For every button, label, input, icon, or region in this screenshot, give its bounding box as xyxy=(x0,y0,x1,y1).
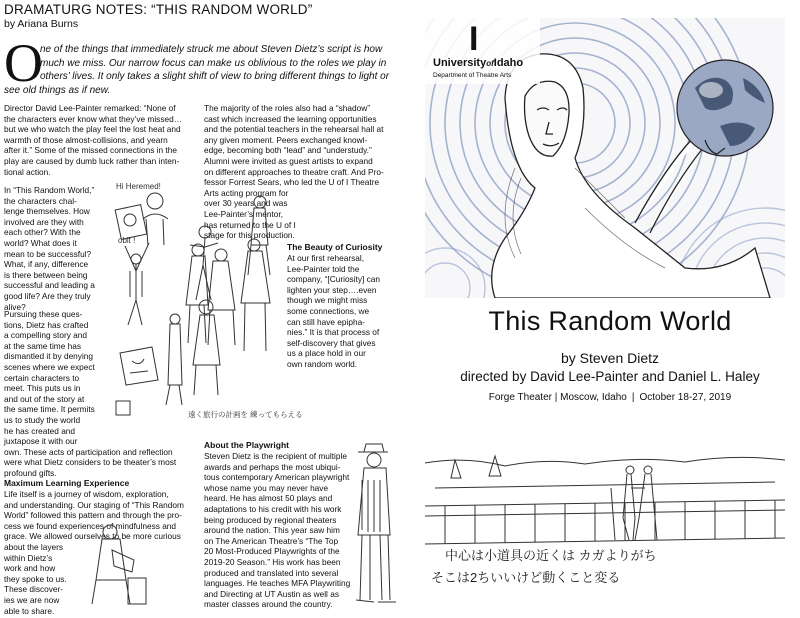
text-line: tous contemporary American playwright xyxy=(204,472,350,483)
text-line: tional action. xyxy=(4,166,51,177)
venue-separator: | xyxy=(631,392,635,403)
text-line: successful and leading a xyxy=(4,280,95,291)
text-line: and out of the story at xyxy=(4,393,85,404)
text-line: alive? xyxy=(4,301,26,312)
play-author: by Steven Dietz xyxy=(560,350,660,366)
col2-paragraph-2 xyxy=(287,253,405,370)
logo-name-right: Idaho xyxy=(493,57,524,69)
text-line: after it.” Some of the missed connections in the xyxy=(4,145,177,156)
text-line: good life? Are they truly xyxy=(4,290,91,301)
text-line: awards and perhaps the most ubiqui- xyxy=(204,461,341,472)
text-line: can still have epipha- xyxy=(287,316,365,327)
text-line: fessor Forrest Sears, who led the U of I Theatre xyxy=(204,177,380,188)
text-line: company, “[Curiosity] can xyxy=(287,274,380,285)
text-line: meet. This puts us in xyxy=(4,383,81,394)
intro-line: much we miss. Our narrow focus can make us oblivious to the roles we play in xyxy=(40,57,387,69)
logo-name-of: of xyxy=(486,59,494,68)
text-line: able to share. xyxy=(4,605,55,616)
text-line: he has created and xyxy=(4,425,76,436)
text-line: on The American Theatre’s “The Top xyxy=(204,535,339,546)
text-line: and the potential teachers in the rehearsal hall at xyxy=(204,124,384,135)
text-line: each other? With the xyxy=(4,227,81,238)
text-line: us to study the world xyxy=(4,414,81,425)
text-line: Alumni were invited as guest artists to expand xyxy=(204,155,373,166)
article-title: DRAMATURG NOTES: “THIS RANDOM WORLD” xyxy=(4,2,313,17)
intro-line: others’ lives. It only takes a slight shift of view to bring different things to light or xyxy=(40,71,390,82)
text-line: any given moment. Peers exchanged knowl- xyxy=(204,134,368,145)
reading-sketch xyxy=(82,520,152,608)
text-line: ies we are now xyxy=(4,594,60,605)
sketch-caption: Hi Heremed! xyxy=(116,182,161,191)
text-line: own. These acts of participation and reflection xyxy=(4,446,173,457)
text-line: the characters chal- xyxy=(4,195,77,206)
section-heading: The Beauty of Curiosity xyxy=(287,242,383,252)
text-line: lighten your step….even xyxy=(287,284,377,295)
text-line: heard. He has almost 50 plays and xyxy=(204,493,333,504)
text-line: has returned to the U of I xyxy=(204,219,296,230)
text-line: Pursuing these ques- xyxy=(4,309,83,319)
text-line: involved are they with xyxy=(4,216,84,227)
col2-paragraph-3 xyxy=(204,451,352,610)
text-line: cess we found experiences of mindfulness and xyxy=(4,520,177,531)
text-line: and Directing at UT Austin as well as xyxy=(204,588,339,599)
text-line: the same time. It permits xyxy=(4,404,95,415)
text-line: world? What does it xyxy=(4,237,77,248)
text-line: cast which increased the learning opportunities xyxy=(204,113,377,124)
logo-name-left: University xyxy=(433,57,487,69)
logo-department: Department of Theatre Arts xyxy=(433,72,512,79)
text-line: Steven Dietz is the recipient of multiple xyxy=(204,451,347,461)
text-line: and understanding. Our staging of “This Random xyxy=(4,499,184,510)
text-line: tions, Dietz has crafted xyxy=(4,319,89,330)
text-line: Director David Lee-Painter remarked: “None of xyxy=(4,103,176,113)
poster-artwork xyxy=(425,18,785,298)
venue-line xyxy=(420,392,800,403)
play-title: This Random World xyxy=(488,306,732,336)
text-line: nies.” It is that process of xyxy=(287,327,380,338)
text-line: whose name you may never have xyxy=(204,482,329,493)
text-line: over 30 years and was xyxy=(204,198,288,209)
text-line: 20 Most-Produced Playwrights of the xyxy=(204,546,340,557)
text-line: scenes where we expect xyxy=(4,361,95,372)
text-line: produced and translated into several xyxy=(204,567,339,578)
text-line: but we who watch the play feel the lost heat and xyxy=(4,124,181,135)
text-line: Arts acting program for xyxy=(204,187,289,198)
text-line: 2019-20 Season.” His work has been xyxy=(204,556,341,567)
logo-wordmark xyxy=(433,57,523,69)
text-line: profound gifts. xyxy=(4,467,57,478)
intro-text xyxy=(40,43,400,84)
text-line: languages. He teaches MFA Playwriting xyxy=(204,578,351,589)
text-line: the characters ever know what they’ve missed… xyxy=(4,113,182,124)
text-line: At our first rehearsal, xyxy=(287,253,365,263)
logo-mark: I xyxy=(469,20,479,58)
sketch-caption: obit ! xyxy=(118,236,136,245)
text-line: edge, becoming both “lead” and “understudy.” xyxy=(204,145,372,156)
text-line: us a place hold in our xyxy=(287,348,366,359)
col1-paragraph-1 xyxy=(4,103,204,177)
play-directors: directed by David Lee-Painter and Daniel L. Haley xyxy=(460,369,760,384)
text-line: juxtapose it with our xyxy=(4,436,78,447)
text-line: Lee-Painter’s mentor, xyxy=(204,208,284,219)
sketch-caption: 遠く旅行の計画を 練ってもらえる xyxy=(188,410,303,419)
text-line: around the nation. This year saw him xyxy=(204,525,340,536)
venue: Forge Theater | Moscow, Idaho xyxy=(488,392,627,403)
text-line: World” followed this pattern and through the pro- xyxy=(4,510,182,521)
run-dates: October 18-27, 2019 xyxy=(639,392,732,403)
text-line: own random world. xyxy=(287,358,358,369)
bridge-sketch xyxy=(425,448,785,608)
text-line: being produced by regional theaters xyxy=(204,514,337,525)
text-line: on different approaches to theatre craft. And Pro- xyxy=(204,166,384,177)
drop-cap: O xyxy=(4,33,43,93)
section-heading: About the Playwright xyxy=(204,440,289,450)
text-line: is there between being xyxy=(4,269,88,280)
text-line: What, if any, difference xyxy=(4,259,89,270)
text-line: These discover- xyxy=(4,584,64,595)
text-line: a compelling story and xyxy=(4,330,88,341)
text-line: work and how xyxy=(4,563,56,574)
article-byline: by Ariana Burns xyxy=(4,18,79,30)
text-line: dismantled it by denying xyxy=(4,351,94,362)
handwritten-caption: そこは2ちいいけど動くこと変る xyxy=(431,570,621,585)
walking-man-sketch xyxy=(348,440,402,615)
text-line: about the layers xyxy=(4,541,64,552)
text-line: some connections, we xyxy=(287,305,370,316)
text-line: within Dietz’s xyxy=(4,552,53,563)
text-line: master classes around the country. xyxy=(204,599,333,610)
text-line: stage for this production. xyxy=(204,230,295,241)
text-line: Lee-Painter told the xyxy=(287,263,360,274)
intro-line: ne of the things that immediately struck me about Steven Dietz’s script is how xyxy=(40,44,383,55)
text-line: mean to be successful? xyxy=(4,248,92,259)
text-line: they spoke to us. xyxy=(4,573,67,584)
text-line: warmth of those almost-collisions, and yearn xyxy=(4,134,168,145)
handwritten-caption: 中心は小道具の近くは カガよりがち xyxy=(445,548,657,563)
text-line: Life itself is a journey of wisdom, exploration, xyxy=(4,489,169,499)
text-line: self-discovery that gives xyxy=(287,337,376,348)
globe xyxy=(677,60,773,156)
text-line: were what Dietz considers to be theater’s most xyxy=(4,457,177,468)
text-line: play are caused by dumb luck rather than inten- xyxy=(4,155,180,166)
intro-text-end: see old things as if new. xyxy=(4,85,111,96)
text-line: though we might miss xyxy=(287,295,368,306)
text-line: certain characters to xyxy=(4,372,80,383)
section-heading: Maximum Learning Experience xyxy=(4,478,130,488)
text-line: grace. We allowed ourselves to be more curious xyxy=(4,531,181,542)
text-line: adaptations to his credit with his work xyxy=(204,503,342,514)
text-line: lenge themselves. How xyxy=(4,206,90,217)
text-line: The majority of the roles also had a “shadow” xyxy=(204,103,371,113)
text-line: In “This Random World,” xyxy=(4,185,95,195)
col1-paragraph-2 xyxy=(4,185,114,312)
text-line: at the same time has xyxy=(4,340,82,351)
